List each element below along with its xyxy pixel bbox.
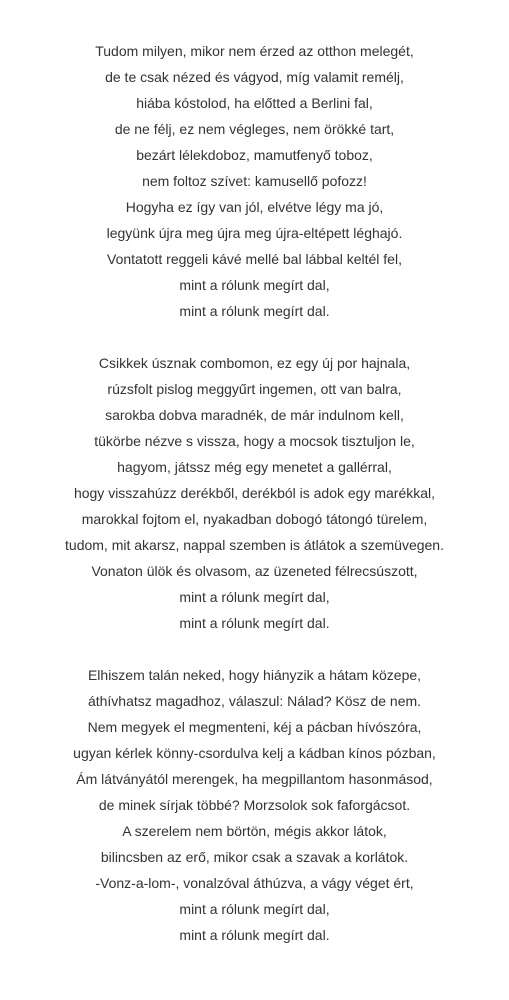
stanza-3 [0, 662, 509, 948]
stanza-2 [0, 350, 509, 636]
lyric-line: tudom, mit akarsz, nappal szemben is átlátok a szemüvegen. [65, 537, 444, 553]
lyric-line: áthívhatsz magadhoz, válaszul: Nálad? Kösz de nem. [87, 693, 422, 709]
lyric-line: mint a rólunk megírt dal. [179, 303, 330, 319]
lyric-line: Csikkek úsznak combomon, ez egy új por hajnala, [98, 355, 411, 371]
lyric-line: ugyan kérlek könny-csordulva kelj a kádban kínos pózban, [73, 745, 436, 761]
lyric-line: mint a rólunk megírt dal. [179, 927, 330, 943]
lyric-line: bezárt lélekdoboz, mamutfenyő toboz, [136, 147, 373, 163]
lyric-line: mint a rólunk megírt dal, [179, 589, 330, 605]
lyric-line: bilincsben az erő, mikor csak a szavak a korlátok. [100, 849, 409, 865]
lyric-line: mint a rólunk megírt dal, [179, 277, 330, 293]
lyric-line: -Vonz-a-lom-, vonalzóval áthúzva, a vágy véget ért, [95, 875, 414, 891]
lyric-line: hogy visszahúzz derékből, derékból is adok egy marékkal, [73, 485, 436, 501]
lyric-line: Tudom milyen, mikor nem érzed az otthon melegét, [95, 43, 414, 59]
lyric-line: nem foltoz szívet: kamusellő pofozz! [142, 173, 367, 189]
lyric-line: hiába kóstolod, ha előtted a Berlini fal, [136, 95, 373, 111]
lyric-line: de te csak nézed és vágyod, míg valamit remélj, [105, 69, 404, 85]
lyric-line: Ám látványától merengek, ha megpillantom hasonmásod, [76, 771, 433, 787]
lyric-line: A szerelem nem börtön, mégis akkor látok, [122, 823, 387, 839]
lyric-line: marokkal fojtom el, nyakadban dobogó tátongó türelem, [81, 511, 428, 527]
lyric-line: tükörbe nézve s vissza, hogy a mocsok tisztuljon le, [94, 433, 415, 449]
lyric-line: Vontatott reggeli kávé mellé bal lábbal keltél fel, [107, 251, 402, 267]
lyric-line: Nem megyek el megmenteni, kéj a pácban hívószóra, [87, 719, 422, 735]
lyric-line: de minek sírjak többé? Morzsolok sok faforgácsot. [98, 797, 411, 813]
lyric-line: mint a rólunk megírt dal. [179, 615, 330, 631]
lyric-line: Vonaton ülök és olvasom, az üzeneted félrecsúszott, [91, 563, 418, 579]
lyric-line: sarokba dobva maradnék, de már indulnom kell, [105, 407, 404, 423]
lyric-line: mint a rólunk megírt dal, [179, 901, 330, 917]
lyric-line: Elhiszem talán neked, hogy hiányzik a hátam közepe, [87, 667, 422, 683]
lyric-line: rúzsfolt pislog meggyűrt ingemen, ott van balra, [107, 381, 402, 397]
lyric-line: hagyom, játssz még egy menetet a gallérral, [117, 459, 392, 475]
lyric-line: de ne félj, ez nem végleges, nem örökké tart, [114, 121, 395, 137]
stanza-1 [0, 38, 509, 324]
lyric-line: Hogyha ez így van jól, elvétve légy ma jó, [125, 199, 384, 215]
lyric-line: legyünk újra meg újra meg újra-eltépett léghajó. [106, 225, 403, 241]
